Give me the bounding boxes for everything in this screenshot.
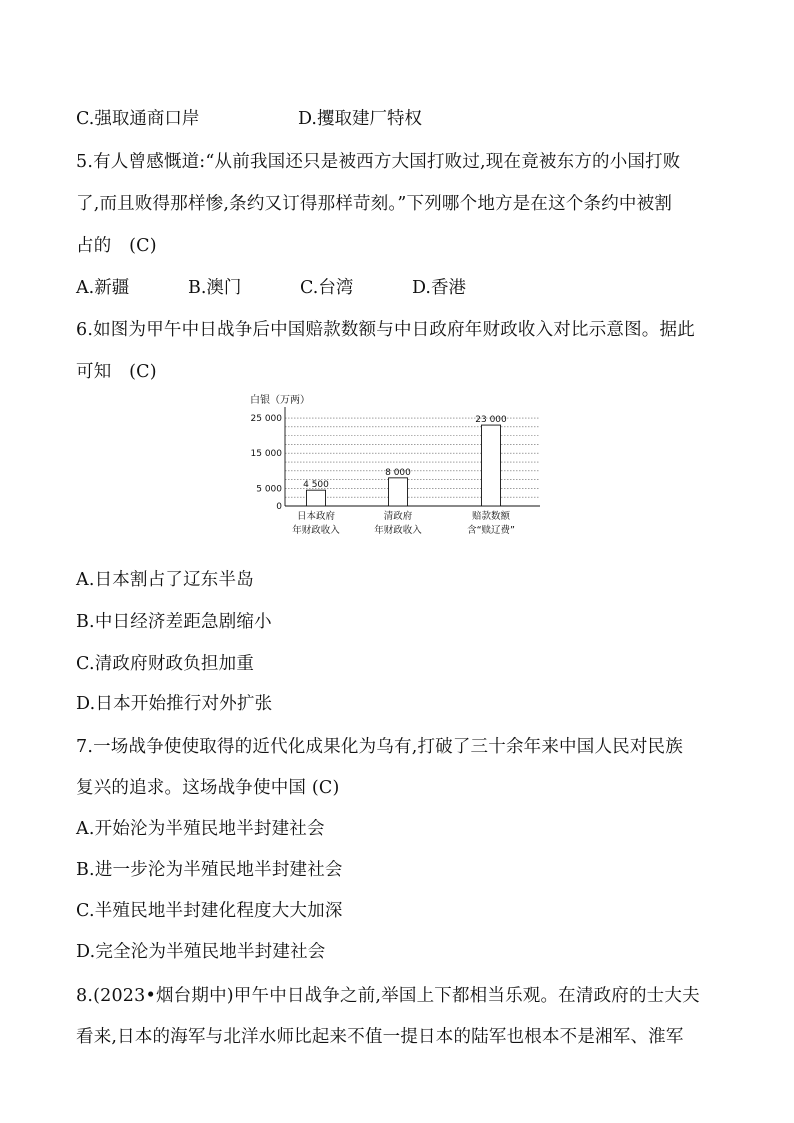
q4-option-c: C.强取通商口岸 [76,109,200,129]
q6-stem-line2: 可知 (C) [76,362,157,382]
q5-option-b: B.澳门 [188,278,242,298]
q5-option-d: D.香港 [412,278,466,298]
q6-option-a: A.日本割占了辽东半岛 [76,570,254,590]
chart-data-label: 23 000 [475,415,507,426]
q4-option-d: D.攫取建厂特权 [298,109,422,129]
q6-option-b: B.中日经济差距急剧缩小 [76,612,272,632]
indemnity-bar-chart [245,388,555,543]
chart-ylabel: 白银（万两） [250,395,310,406]
q7-stem-line1: 7.一场战争使使取得的近代化成果化为乌有,打破了三十余年来中国人民对民族 [76,737,683,757]
chart-bar [389,478,408,506]
q6-option-d: D.日本开始推行对外扩张 [76,694,273,714]
q7-option-a: A.开始沦为半殖民地半封建社会 [76,819,325,839]
chart-bar [482,425,501,506]
chart-data-label: 4 500 [303,480,329,491]
q7-option-b: B.进一步沦为半殖民地半封建社会 [76,860,343,880]
chart-y-tick-label: 0 [276,502,282,512]
chart-bar [307,490,326,506]
chart-bars [303,415,507,506]
chart-x-tick-label: 年财政收入 [374,525,422,536]
q5-stem-line3: 占的 (C) [76,236,157,256]
q7-option-c: C.半殖民地半封建化程度大大加深 [76,901,343,921]
chart-x-labels [292,510,515,536]
q6-stem-line1: 6.如图为甲午中日战争后中国赔款数额与中日政府年财政收入对比示意图。据此 [76,320,695,340]
q6-option-c: C.清政府财政负担加重 [76,654,255,674]
chart-data-label: 8 000 [385,467,411,478]
q5-option-c: C.台湾 [300,278,354,298]
chart-y-ticks [251,414,283,512]
q5-stem-line2: 了,而且败得那样惨,条约又订得那样苛刻。”下列哪个地方是在这个条约中被割 [76,194,673,214]
q5-option-a: A.新疆 [76,278,130,298]
q7-option-d: D.完全沦为半殖民地半封建社会 [76,942,326,962]
chart-y-tick-label: 15 000 [250,449,282,460]
chart-y-tick-label: 25 000 [250,414,282,425]
chart-x-tick-label: 含“赎辽费” [467,525,515,536]
chart-y-tick-label: 5 000 [256,484,282,495]
q7-stem-line2: 复兴的追求。这场战争使中国 (C) [76,778,340,798]
chart-x-tick-label: 清政府 [383,511,413,522]
q5-stem-line1: 5.有人曾感慨道:“从前我国还只是被西方大国打败过,现在竟被东方的小国打败 [76,152,681,172]
chart-x-tick-label: 日本政府 [296,511,336,522]
q8-stem-line2: 看来,日本的海军与北洋水师比起来不值一提日本的陆军也根本不是湘军、淮军 [76,1027,684,1047]
chart-x-tick-label: 年财政收入 [292,525,340,536]
q8-stem-line1: 8.(2023•烟台期中)甲午中日战争之前,举国上下都相当乐观。在清政府的士大夫 [76,986,700,1006]
chart-x-tick-label: 赔款数额 [471,511,511,522]
